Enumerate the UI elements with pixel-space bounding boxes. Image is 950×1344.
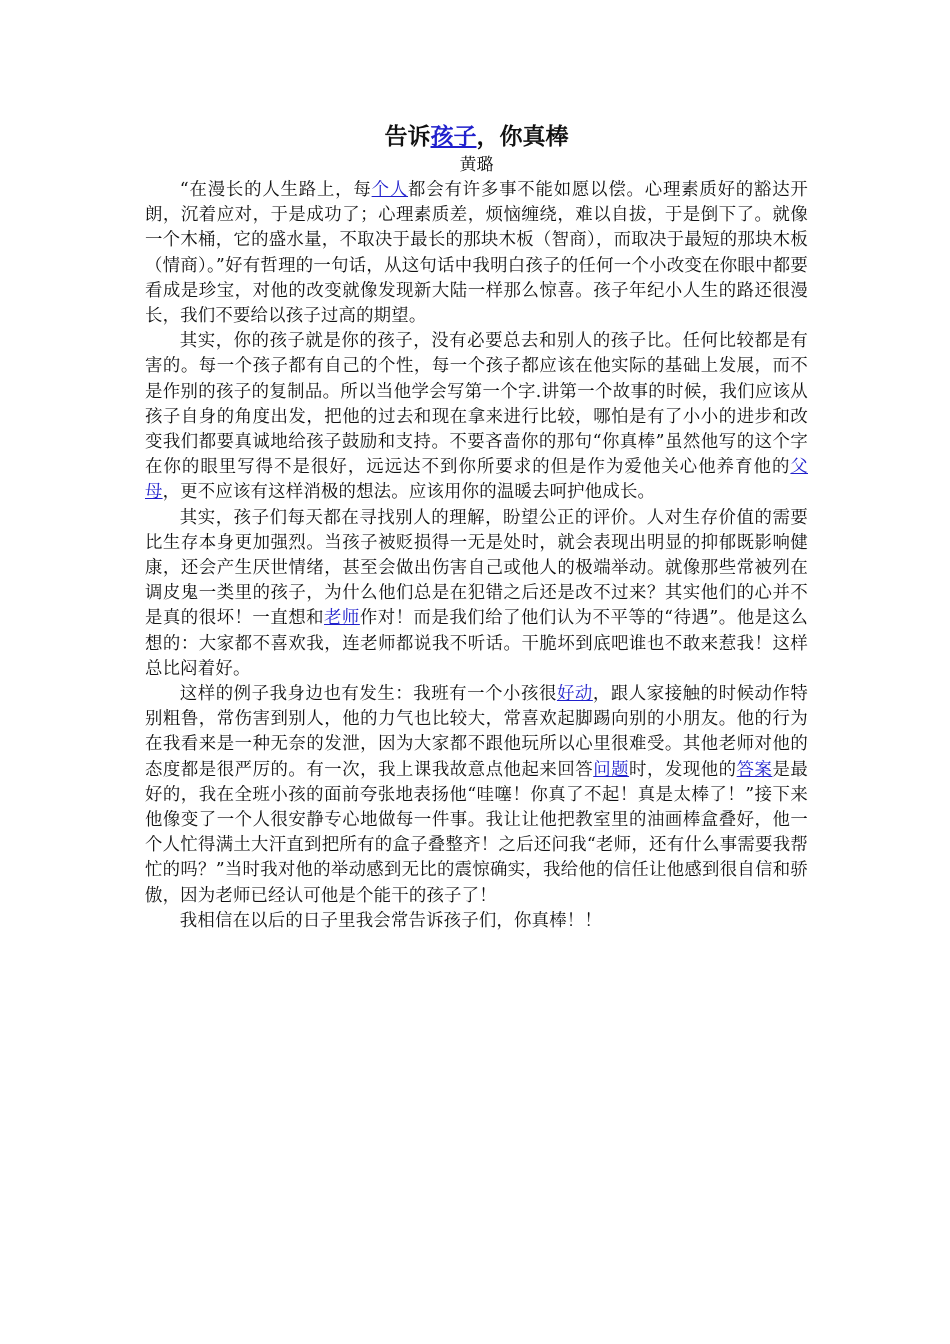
paragraph (145, 909, 808, 934)
paragraph (145, 506, 808, 682)
text-segment: 时，发现他的 (629, 759, 737, 780)
text-segment: 其实，孩子们每天都在寻找别人的理解，盼望公正的评价。人对生存价值的需要比生存本身更加强烈。当孩子被贬损得一无是处时，就会表现出明显的抑郁既影响健康，还会产生厌世情绪，甚至会做出伤害自己或他人的极端举动。就像那些常被列在调皮鬼一类里的孩子，为什么他们总是在犯错之后还是改不过来？其实他们的心并不是真的很坏！一直想和 (145, 507, 808, 629)
text-segment: 其实，你的孩子就是你的孩子，没有必要总去和别人的孩子比。任何比较都是有害的。每一个孩子都有自己的个性，每一个孩子都应该在他实际的基础上发展，而不是作别的孩子的复制品。所以当他学会写第一个字.讲第一个故事的时候，我们应该从孩子自身的角度出发，把他的过去和现在拿来进行比较，哪怕是有了小小的进步和改变我们都要真诚地给孩子鼓励和支持。不要吝啬你的那句“你真棒”虽然他写的这个字在你的眼里写得不是很好，远远达不到你所要求的但是作为爱他关心他养育他的 (145, 331, 808, 478)
inline-link[interactable]: 个人 (371, 180, 409, 200)
title-suffix: ，你真棒 (476, 123, 569, 150)
inline-link[interactable]: 老师 (324, 608, 360, 629)
text-segment: 是最好的，我在全班小孩的面前夸张地表扬他“哇噻！你真了不起！真是太棒了！”接下来他像变了一个人很安静专心地做每一件事。我让让他把教室里的油画棒盒叠好，他一个人忙得满土大汗直到把所有的盒子叠整齐！之后还问我“老师，还有什么事需要我帮忙的吗？”当时我对他的举动感到无比的震惊确实，我给他的信任让他感到很自信和骄傲，因为老师已经认可他是个能干的孩子了！ (145, 759, 809, 906)
text-segment: 这样的例子我身边也有发生：我班有一个小孩很 (179, 684, 557, 705)
text-segment: 我相信在以后的日子里我会常告诉孩子们，你真棒！！ (179, 910, 602, 931)
text-segment: 都会有许多事不能如愿以偿。心理素质好的豁达开朗，沉着应对，于是成功了；心理素质差，烦恼缠绕，难以自拔，于是倒下了。就像一个木桶，它的盛水量，不取决于最长的那块木板（智商），而取决于最短的那块木板（情商）。”好有哲理的一句话，从这句话中我明白孩子的任何一个小改变在你眼中都要看成是珍宝，对他的改变就像发现新大陆一样那么惊喜。孩子年纪小人生的路还很漫长，我们不要给以孩子过高的期望。 (145, 180, 809, 327)
title-link-child[interactable]: 孩子 (430, 123, 477, 150)
paragraph (145, 178, 808, 329)
paragraph (145, 329, 808, 505)
text-segment: 作对！而是我们给了他们认为不平等的“待遇”。他是这么想的：大家都不喜欢我，连老师都说我不听话。干脆坏到底吧谁也不敢来惹我！这样总比闷着好。 (145, 608, 808, 679)
inline-link[interactable]: 答案 (736, 759, 773, 780)
article-body (145, 178, 808, 934)
title-prefix: 告诉 (384, 123, 431, 150)
document-page (145, 120, 808, 934)
text-segment: ，跟人家接触的时候动作特别粗鲁，常伤害到别人，他的力气也比较大，常喜欢起脚踢向别的小朋友。他的行为在我看来是一种无奈的发泄，因为大家都不跟他玩所以心里很难受。其他老师对他的态度都是很严厉的。有一次，我上课我故意点他起来回答 (145, 684, 808, 780)
text-segment: “在漫长的人生路上，每 (179, 180, 372, 200)
author-name: 黄璐 (459, 155, 494, 175)
document-title (145, 120, 808, 154)
text-segment: ，更不应该有这样消极的想法。应该用你的温暖去呵护他成长。 (162, 482, 656, 503)
inline-link[interactable]: 问题 (593, 759, 630, 780)
paragraph (145, 682, 808, 909)
inline-link[interactable]: 父母 (145, 457, 808, 503)
inline-link[interactable]: 好动 (556, 684, 593, 705)
